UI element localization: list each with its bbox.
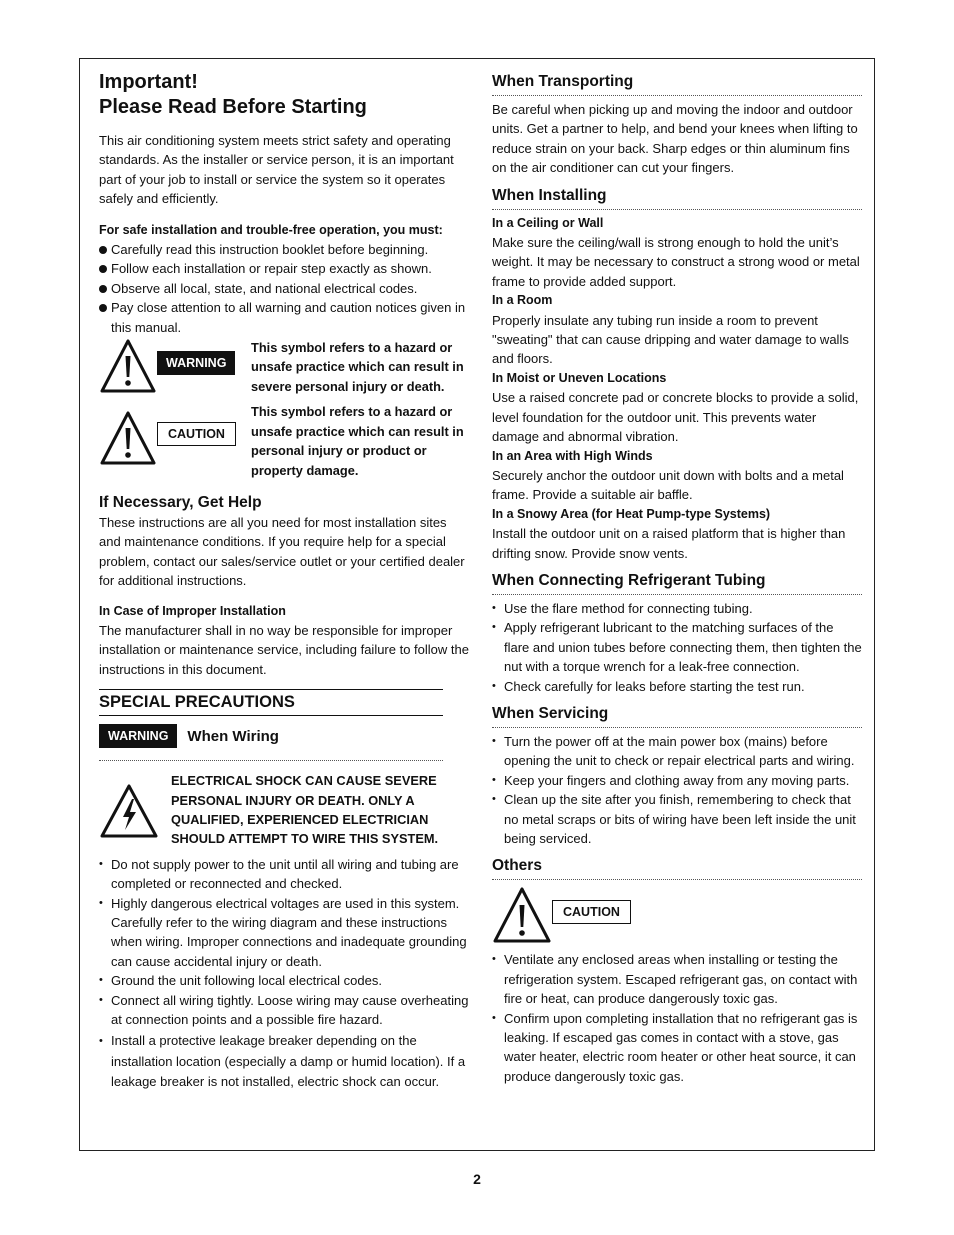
must-list [99, 240, 469, 337]
improper-heading: In Case of Improper Installation [99, 603, 286, 618]
help-paragraph: These instructions are all you need for most installation sites and maintenance conditions. If you require help for a special problem, contact our sales/service outlet or your certified dealer for additional instructions. [99, 514, 465, 589]
moist-subheading: In Moist or Uneven Locations [492, 370, 667, 385]
wiring-list [99, 855, 469, 1093]
ceiling-subheading: In a Ceiling or Wall [492, 215, 604, 230]
room-subheading: In a Room [492, 293, 553, 308]
wind-paragraph: Securely anchor the outdoor unit down with bolts and a metal frame. Provide a suitable air baffle. [492, 467, 844, 503]
electric-shock-warning [99, 771, 469, 849]
list-item: • Turn the power off at the main power box (mains) before opening the unit to check or repair electrical parts and wiring. [492, 732, 862, 771]
page-number: 2 [473, 1171, 481, 1187]
warning-description: This symbol refers to a hazard or unsafe practice which can result in severe personal injury or death. [251, 340, 464, 394]
improper-paragraph: The manufacturer shall in no way be responsible for improper installation or maintenance service, including failure to follow the instructions in this document. [99, 622, 469, 677]
list-item: • Highly dangerous electrical voltages are used in this system. Carefully refer to the wiring diagram and these instructions when wiring. Improper connections and inadequate grounding can cause accidental injury or death. [99, 894, 469, 972]
servicing-list [492, 732, 862, 848]
exclamation-triangle-icon [99, 410, 157, 466]
warning-badge: WARNING [157, 351, 235, 375]
snow-subheading: In a Snowy Area (for Heat Pump-type Systems) [492, 506, 771, 521]
exclamation-triangle-icon [492, 886, 552, 944]
when-wiring-header [99, 724, 443, 761]
must-lead: For safe installation and trouble-free operation, you must: [99, 222, 443, 237]
caution-badge: CAUTION [157, 422, 236, 446]
tubing-heading: When Connecting Refrigerant Tubing [492, 571, 862, 595]
list-item: Pay close attention to all warning and caution notices given in this manual. [99, 298, 469, 337]
list-item: Follow each installation or repair step exactly as shown. [99, 259, 469, 278]
caution-symbol-row [99, 402, 469, 480]
list-item: • Confirm upon completing installation that no refrigerant gas is leaking. If escaped gas comes in contact with a stove, gas water heater, electric room heater or other heat source, it can produce dangerously toxic gas. [492, 1009, 862, 1087]
tubing-list [492, 599, 862, 696]
list-item: Observe all local, state, and national electrical codes. [99, 279, 469, 298]
ceiling-paragraph: Make sure the ceiling/wall is strong enough to hold the unit’s weight. It may be necessary to construct a strong wood or metal frame to provide added support. [492, 235, 860, 289]
title-line-2: Please Read Before Starting [99, 96, 367, 118]
list-item: • Ventilate any enclosed areas when installing or testing the refrigeration system. Escaped refrigerant gas, on contact with fire or heat, can produce dangerously toxic gas. [492, 950, 862, 1008]
list-item: • Connect all wiring tightly. Loose wiring may cause overheating at connection points and a possible fire hazard. [99, 991, 469, 1030]
list-item: Carefully read this instruction booklet before beginning. [99, 240, 469, 259]
right-column [492, 70, 862, 1086]
snow-paragraph: Install the outdoor unit on a raised platform that is higher than drifting snow. Provide snow vents. [492, 526, 846, 561]
left-column [99, 70, 469, 1093]
servicing-heading: When Servicing [492, 704, 862, 728]
electric-shock-triangle-icon [99, 783, 159, 839]
room-paragraph: Properly insulate any tubing run inside a room to prevent "sweating" that can cause dripping and water damage to walls and floors. [492, 312, 849, 367]
list-item: • Clean up the site after you finish, remembering to check that no metal scraps or bits of wiring have been left inside the unit being serviced. [492, 790, 862, 848]
when-wiring-heading: When Wiring [187, 727, 279, 745]
wiring-warning-badge: WARNING [99, 724, 177, 748]
list-item: • Do not supply power to the unit until all wiring and tubing are completed or reconnected and checked. [99, 855, 469, 894]
shock-warning-text: ELECTRICAL SHOCK CAN CAUSE SEVERE PERSONAL INJURY OR DEATH. ONLY A QUALIFIED, EXPERIENCED ELECTRICIAN SHOULD ATTEMPT TO WIRE THIS SYSTEM. [171, 773, 439, 847]
intro-paragraph: This air conditioning system meets strict safety and operating standards. As the installer or service person, it is an important part of your job to install or service the system so it operates safely and efficiently. [99, 133, 454, 207]
list-item: • Apply refrigerant lubricant to the matching surfaces of the flare and union tubes before connecting them, then tighten the nut with a torque wrench for a leak-free connection. [492, 618, 862, 676]
help-heading: If Necessary, Get Help [99, 493, 262, 511]
list-item: • Keep your fingers and clothing away from any moving parts. [492, 771, 862, 790]
others-list [492, 950, 862, 1086]
warning-symbol-row [99, 338, 469, 396]
list-item: • Use the flare method for connecting tubing. [492, 599, 862, 618]
special-precautions-heading: SPECIAL PRECAUTIONS [99, 689, 443, 716]
exclamation-triangle-icon [99, 338, 157, 394]
moist-paragraph: Use a raised concrete pad or concrete blocks to provide a solid, level foundation for the outdoor unit. This prevents water damage and abnormal vibration. [492, 390, 859, 445]
title-line-1: Important! [99, 71, 198, 93]
list-item: • Check carefully for leaks before starting the test run. [492, 677, 862, 696]
others-caution-badge: CAUTION [552, 900, 631, 924]
others-heading: Others [492, 856, 862, 880]
transport-heading: When Transporting [492, 72, 862, 96]
install-heading: When Installing [492, 186, 862, 210]
others-caution-row [492, 886, 862, 944]
wind-subheading: In an Area with High Winds [492, 448, 653, 463]
caution-description: This symbol refers to a hazard or unsafe practice which can result in personal injury or product or property damage. [251, 404, 464, 478]
page-title [99, 70, 469, 120]
list-item: • Ground the unit following local electrical codes. [99, 971, 469, 990]
transport-paragraph: Be careful when picking up and moving the indoor and outdoor units. Get a partner to help, and bend your knees when lifting to reduce strain on your back. Sharp edges or thin aluminum fins on the air conditioner can cut your fingers. [492, 102, 858, 176]
list-item: • Install a protective leakage breaker depending on the installation location (especially a damp or humid location). If a leakage breaker is not installed, electric shock can occur. [99, 1031, 469, 1093]
